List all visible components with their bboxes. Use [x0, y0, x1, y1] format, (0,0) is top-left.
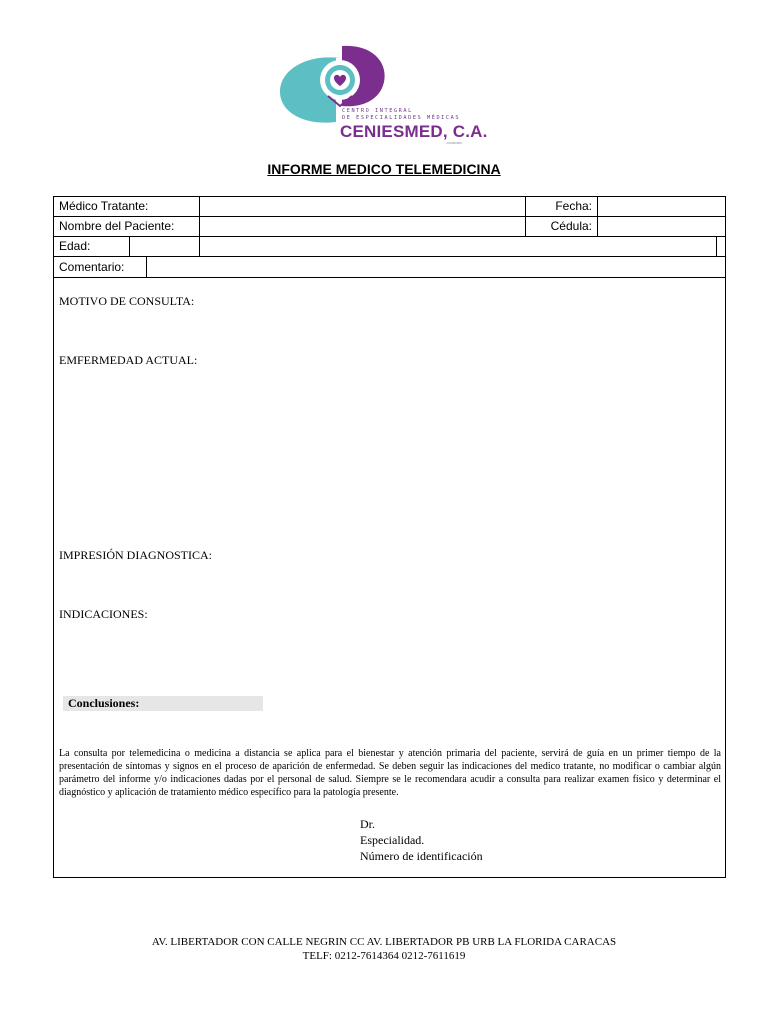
row-paciente	[54, 217, 725, 237]
page-title	[0, 161, 768, 177]
medico-label: Médico Tratante:	[54, 197, 200, 216]
logo-subtitle	[342, 108, 460, 121]
report-form	[53, 196, 726, 878]
signature-specialty: Especialidad.	[360, 833, 425, 847]
row-medico	[54, 197, 725, 217]
comentario-field[interactable]	[147, 257, 725, 277]
logo-subtitle-line1: CENTRO INTEGRAL	[342, 108, 413, 114]
indicaciones-heading: INDICACIONES:	[59, 607, 148, 621]
cedula-label: Cédula:	[526, 217, 598, 236]
logo-fine-print: J-00000000	[446, 141, 462, 145]
edad-field[interactable]	[200, 237, 717, 256]
footer-address: AV. LIBERTADOR CON CALLE NEGRIN CC AV. LIBERTADOR PB URB LA FLORIDA CARACAS	[151, 936, 617, 948]
row-edad	[54, 237, 725, 257]
conclusiones-heading: Conclusiones:	[63, 696, 263, 711]
signature-block	[360, 816, 483, 864]
edad-label: Edad:	[54, 237, 130, 256]
disclaimer-text: La consulta por telemedicina o medicina a distancia se aplica para el bienestar y atención primaria del paciente, servirá de guía en un primer tiempo de la presentación de síntomas y signos en el proceso de aparición de enfermedad. Se deben seguir las indicaciones del medico tratante, no modificar o cambiar algún parámetro del informe y/o indicaciones dadas por el personal de salud. Siempre se le recomendara acudir a consulta para realizar examen físico y determinar el diagnóstico y aplicación de tratamiento médico específico para la patología presente.	[59, 748, 721, 798]
company-logo	[276, 42, 486, 150]
row-comentario	[54, 257, 725, 278]
fecha-label: Fecha:	[526, 197, 598, 216]
page-title-text: INFORME MEDICO TELEMEDICINA	[267, 161, 501, 177]
footer	[0, 935, 768, 963]
impresion-heading: IMPRESIÓN DIAGNOSTICA:	[59, 548, 213, 562]
paciente-label: Nombre del Paciente:	[54, 217, 200, 236]
footer-phones: TELF: 0212-7614364 0212-7611619	[302, 950, 466, 962]
paciente-field[interactable]	[200, 217, 526, 236]
signature-id: Número de identificación	[360, 849, 483, 863]
enfermedad-heading: EMFERMEDAD ACTUAL:	[59, 353, 198, 367]
fecha-field[interactable]	[598, 197, 725, 216]
signature-doctor: Dr.	[360, 817, 375, 831]
motivo-heading: MOTIVO DE CONSULTA:	[59, 294, 195, 308]
logo-subtitle-line2: DE ESPECIALIDADES MÉDICAS	[342, 114, 461, 121]
medico-field[interactable]	[200, 197, 526, 216]
edad-gap	[130, 237, 200, 256]
comentario-label: Comentario:	[54, 257, 147, 277]
logo-name: CENIESMED, C.A.	[340, 122, 488, 141]
cedula-field[interactable]	[598, 217, 725, 236]
